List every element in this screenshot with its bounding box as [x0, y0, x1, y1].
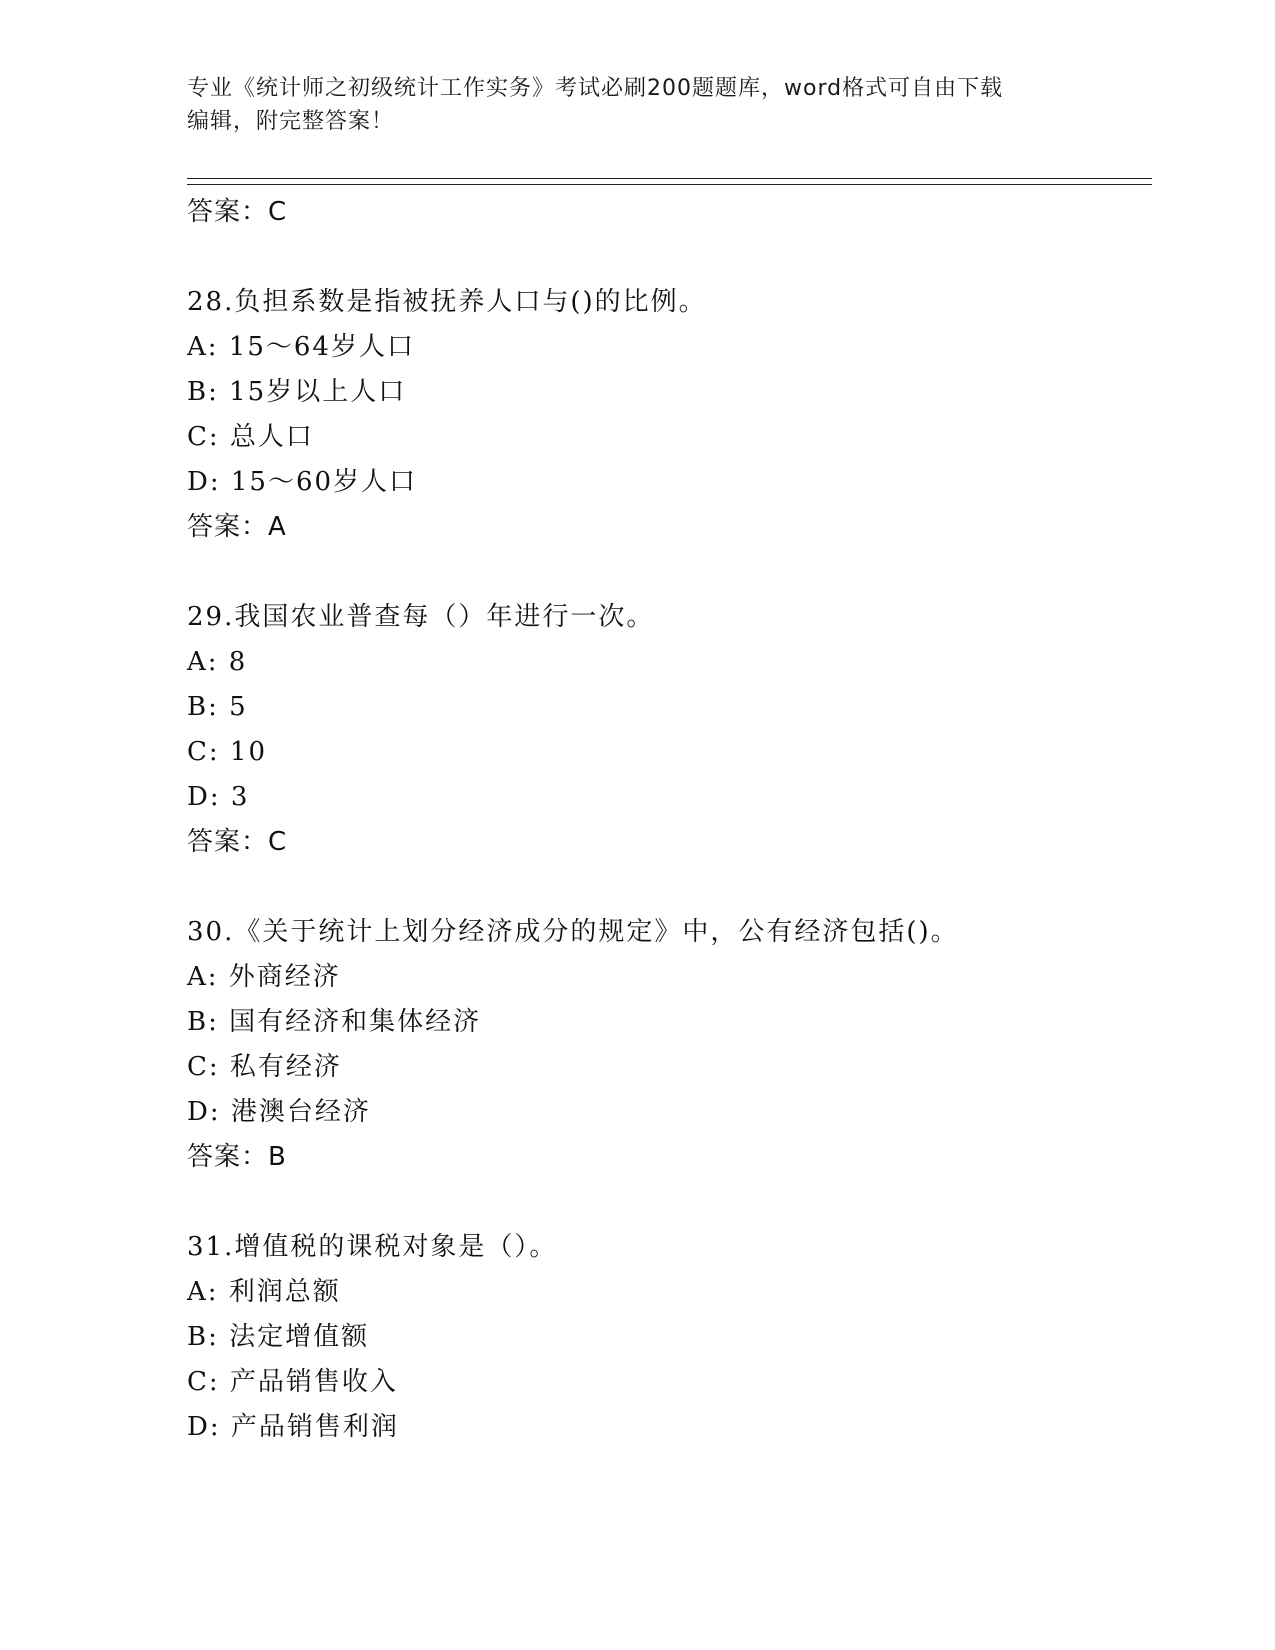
option-a: A: 8 — [187, 647, 248, 677]
option-a: A: 外商经济 — [187, 962, 341, 992]
option-c: C: 私有经济 — [187, 1052, 342, 1082]
spacer — [187, 235, 1147, 280]
option-c: C: 总人口 — [187, 422, 314, 452]
option-d: D: 产品销售利润 — [187, 1412, 399, 1442]
question-text: 30.《关于统计上划分经济成分的规定》中，公有经济包括()。 — [187, 917, 959, 947]
answer-line: 答案：B — [187, 1142, 287, 1172]
option-b: B: 5 — [187, 692, 248, 722]
document-header — [187, 72, 1087, 138]
answer-line: 答案：A — [187, 512, 287, 542]
option-b: B: 国有经济和集体经济 — [187, 1007, 482, 1037]
header-line-1: 专业《统计师之初级统计工作实务》考试必刷200题题库，word格式可自由下载 — [187, 76, 1004, 101]
spacer — [187, 865, 1147, 910]
answer-line: 答案：C — [187, 827, 288, 857]
option-c: C: 产品销售收入 — [187, 1367, 398, 1397]
question-text: 29.我国农业普查每（）年进行一次。 — [187, 602, 655, 632]
question-list — [187, 190, 1147, 1450]
answer-line: 答案：C — [187, 197, 288, 227]
option-c: C: 10 — [187, 737, 268, 767]
option-b: B: 15岁以上人口 — [187, 377, 407, 407]
spacer — [187, 550, 1147, 595]
option-b: B: 法定增值额 — [187, 1322, 370, 1352]
option-a: A: 利润总额 — [187, 1277, 341, 1307]
option-a: A: 15～64岁人口 — [187, 332, 415, 362]
question-text: 31.增值税的课税对象是（）。 — [187, 1232, 558, 1262]
question-text: 28.负担系数是指被抚养人口与()的比例。 — [187, 287, 707, 317]
spacer — [187, 1180, 1147, 1225]
option-d: D: 15～60岁人口 — [187, 467, 418, 497]
header-divider — [187, 178, 1152, 185]
option-d: D: 3 — [187, 782, 250, 812]
option-d: D: 港澳台经济 — [187, 1097, 371, 1127]
header-line-2: 编辑，附完整答案！ — [187, 109, 395, 134]
